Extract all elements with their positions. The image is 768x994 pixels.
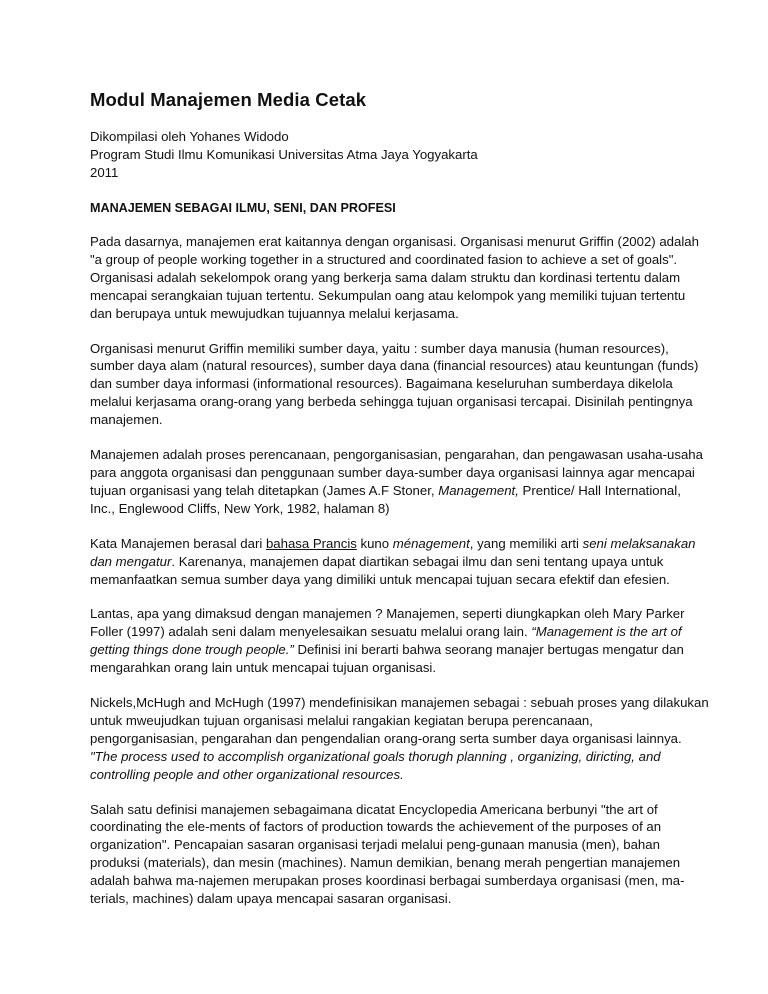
paragraph-line: Lantas, apa yang dimaksud dengan manajemen ? Manajemen, seperti diungkapkan oleh Mary Parker (90, 606, 685, 622)
paragraph-line (90, 553, 680, 571)
paragraph-line: organization". Pencapaian sasaran organisasi terjadi melalui peng-gunaan manusia (men), bahan (90, 837, 660, 853)
paragraph-line: dan berupaya untuk mewujudkan tujuannya melalui kerjasama. (90, 305, 459, 321)
text-run: , yang memiliki arti (469, 535, 583, 551)
paragraph-line: coordinating the ele-ments of factors of production towards the achievement of the purposes of an (90, 819, 662, 835)
paragraph-line: pengorganisasian, pengarahan dan pengendalian orang-orang serta sumber daya organisasi lainnya. (90, 730, 682, 746)
paragraph-line: Salah satu definisi manajemen sebagaimana dicatat Encyclopedia Americana berbunyi "the art of (90, 801, 658, 817)
paragraph-line: produksi (materials), dan mesin (machines). Namun demikian, benang merah pengertian manajemen (90, 855, 681, 871)
paragraph-7 (90, 801, 685, 908)
meta-year: 2011 (90, 165, 119, 180)
paragraph-line: Inc., Englewood Cliffs, New York, 1982, halaman 8) (90, 500, 390, 516)
paragraph-line: Manajemen adalah proses perencanaan, pengorganisasian, pengarahan, dan pengawasan usaha-usaha (90, 447, 703, 463)
paragraph-4 (90, 535, 696, 589)
paragraph-line: para anggota organisasi dan penggunaan sumber daya-sumber daya organisasi lainnya agar mencapai (90, 464, 695, 480)
meta-program: Program Studi Ilmu Komunikasi Universitas Atma Jaya Yogyakarta (90, 147, 478, 162)
book-title-italic: Management, (438, 482, 519, 498)
paragraph-1 (90, 233, 699, 323)
meta-compiler: Dikompilasi oleh Yohanes Widodo (90, 129, 289, 144)
text-run: kuno (356, 535, 393, 551)
document-meta (90, 128, 680, 182)
paragraph-line: Pada dasarnya, manajemen erat kaitannya dengan organisasi. Organisasi menurut Griffin (2002) adalah (90, 234, 699, 249)
paragraph-line (90, 482, 680, 500)
paragraph-line: adalah bahwa ma-najemen merupakan proses koordinasi berbagai sumberdaya organisasi (men, ma- (90, 873, 685, 889)
paragraph-line: mencapai serangkaian tujuan tertentu. Sekumpulan oang atau kelompok yang memiliki tujuan tertentu (90, 287, 686, 303)
paragraph-line: manajemen. (90, 412, 163, 428)
term-italic: ménagement (392, 535, 470, 551)
quote-italic: controlling people and other organizational resources. (90, 766, 404, 782)
paragraph-6 (90, 694, 709, 784)
paragraph-line: mengarahkan orang lain untuk mencapai tujuan organisasi. (90, 660, 437, 676)
document-body (90, 88, 709, 908)
paragraph-line: Organisasi menurut Griffin memiliki sumber daya, yaitu : sumber daya manusia (human resources), (90, 340, 669, 356)
paragraph-3 (90, 446, 703, 518)
text-run: Definisi ini berarti bahwa seorang manajer bertugas mengatur dan (293, 642, 684, 658)
paragraph-line: Nickels,McHugh and McHugh (1997) mendefinisikan manajemen sebagai : sebuah proses yang dilakukan (90, 695, 709, 711)
meaning-italic: seni melaksanakan (582, 535, 696, 551)
quote-italic: "The process used to accomplish organizational goals thorugh planning , organizing, diricting, and (90, 748, 661, 764)
paragraph-line: dan sumber daya informasi (informational resources). Bagaimana keseluruhan sumberdaya dikelola (90, 376, 673, 392)
meaning-italic: dan mengatur (90, 553, 172, 569)
text-run: Foller (1997) adalah seni dalam menyelesaikan sesuatu melalui orang lain. (90, 624, 532, 640)
paragraph-line: terials, machines) dalam upaya mencapai sasaran organisasi. (90, 891, 452, 907)
paragraph-2 (90, 340, 699, 430)
paragraph-line: Organisasi adalah sekelompok orang yang berkerja sama dalam struktu dan kordinasi tertentu dalam (90, 269, 681, 285)
text-run: . Karenanya, manajemen dapat diartikan sebagai ilmu dan seni tentang upaya untuk (171, 553, 664, 569)
text-run: Prentice/ Hall International, (518, 482, 681, 498)
text-run: tujuan organisasi yang telah ditetapkan (James A.F Stoner, (90, 482, 439, 498)
paragraph-line: untuk mweujudkan tujuan organisasi melalui rangakian kegiatan berupa perencanaan, (90, 712, 593, 728)
paragraph-line (90, 641, 684, 659)
paragraph-line: "a group of people working together in a structured and coordinated fasion to achieve a set of goals". (90, 251, 678, 267)
bahasa-prancis-link[interactable]: bahasa Prancis (265, 535, 357, 551)
quote-italic: “Management is the art of (531, 624, 682, 640)
document-title: Modul Manajemen Media Cetak (90, 89, 367, 110)
text-run: Kata Manajemen berasal dari (90, 535, 266, 551)
quote-italic: getting things done trough people.” (90, 642, 294, 658)
paragraph-line (90, 623, 680, 641)
paragraph-line: memanfaatkan semua sumber daya yang dimiliki untuk mencapai tujuan secara efektif dan efesien. (90, 571, 670, 587)
paragraph-line: sumber daya alam (natural resources), sumber daya dana (financial resources) atau keuntungan (funds) (90, 358, 699, 374)
paragraph-5 (90, 605, 685, 677)
paragraph-line (90, 535, 696, 553)
section-heading: MANAJEMEN SEBAGAI ILMU, SENI, DAN PROFESI (90, 201, 396, 215)
paragraph-line: melalui kerjasama orang-orang yang berbeda sehingga tujuan organisasi tercapai. Disinilah pentingnya (90, 394, 693, 410)
